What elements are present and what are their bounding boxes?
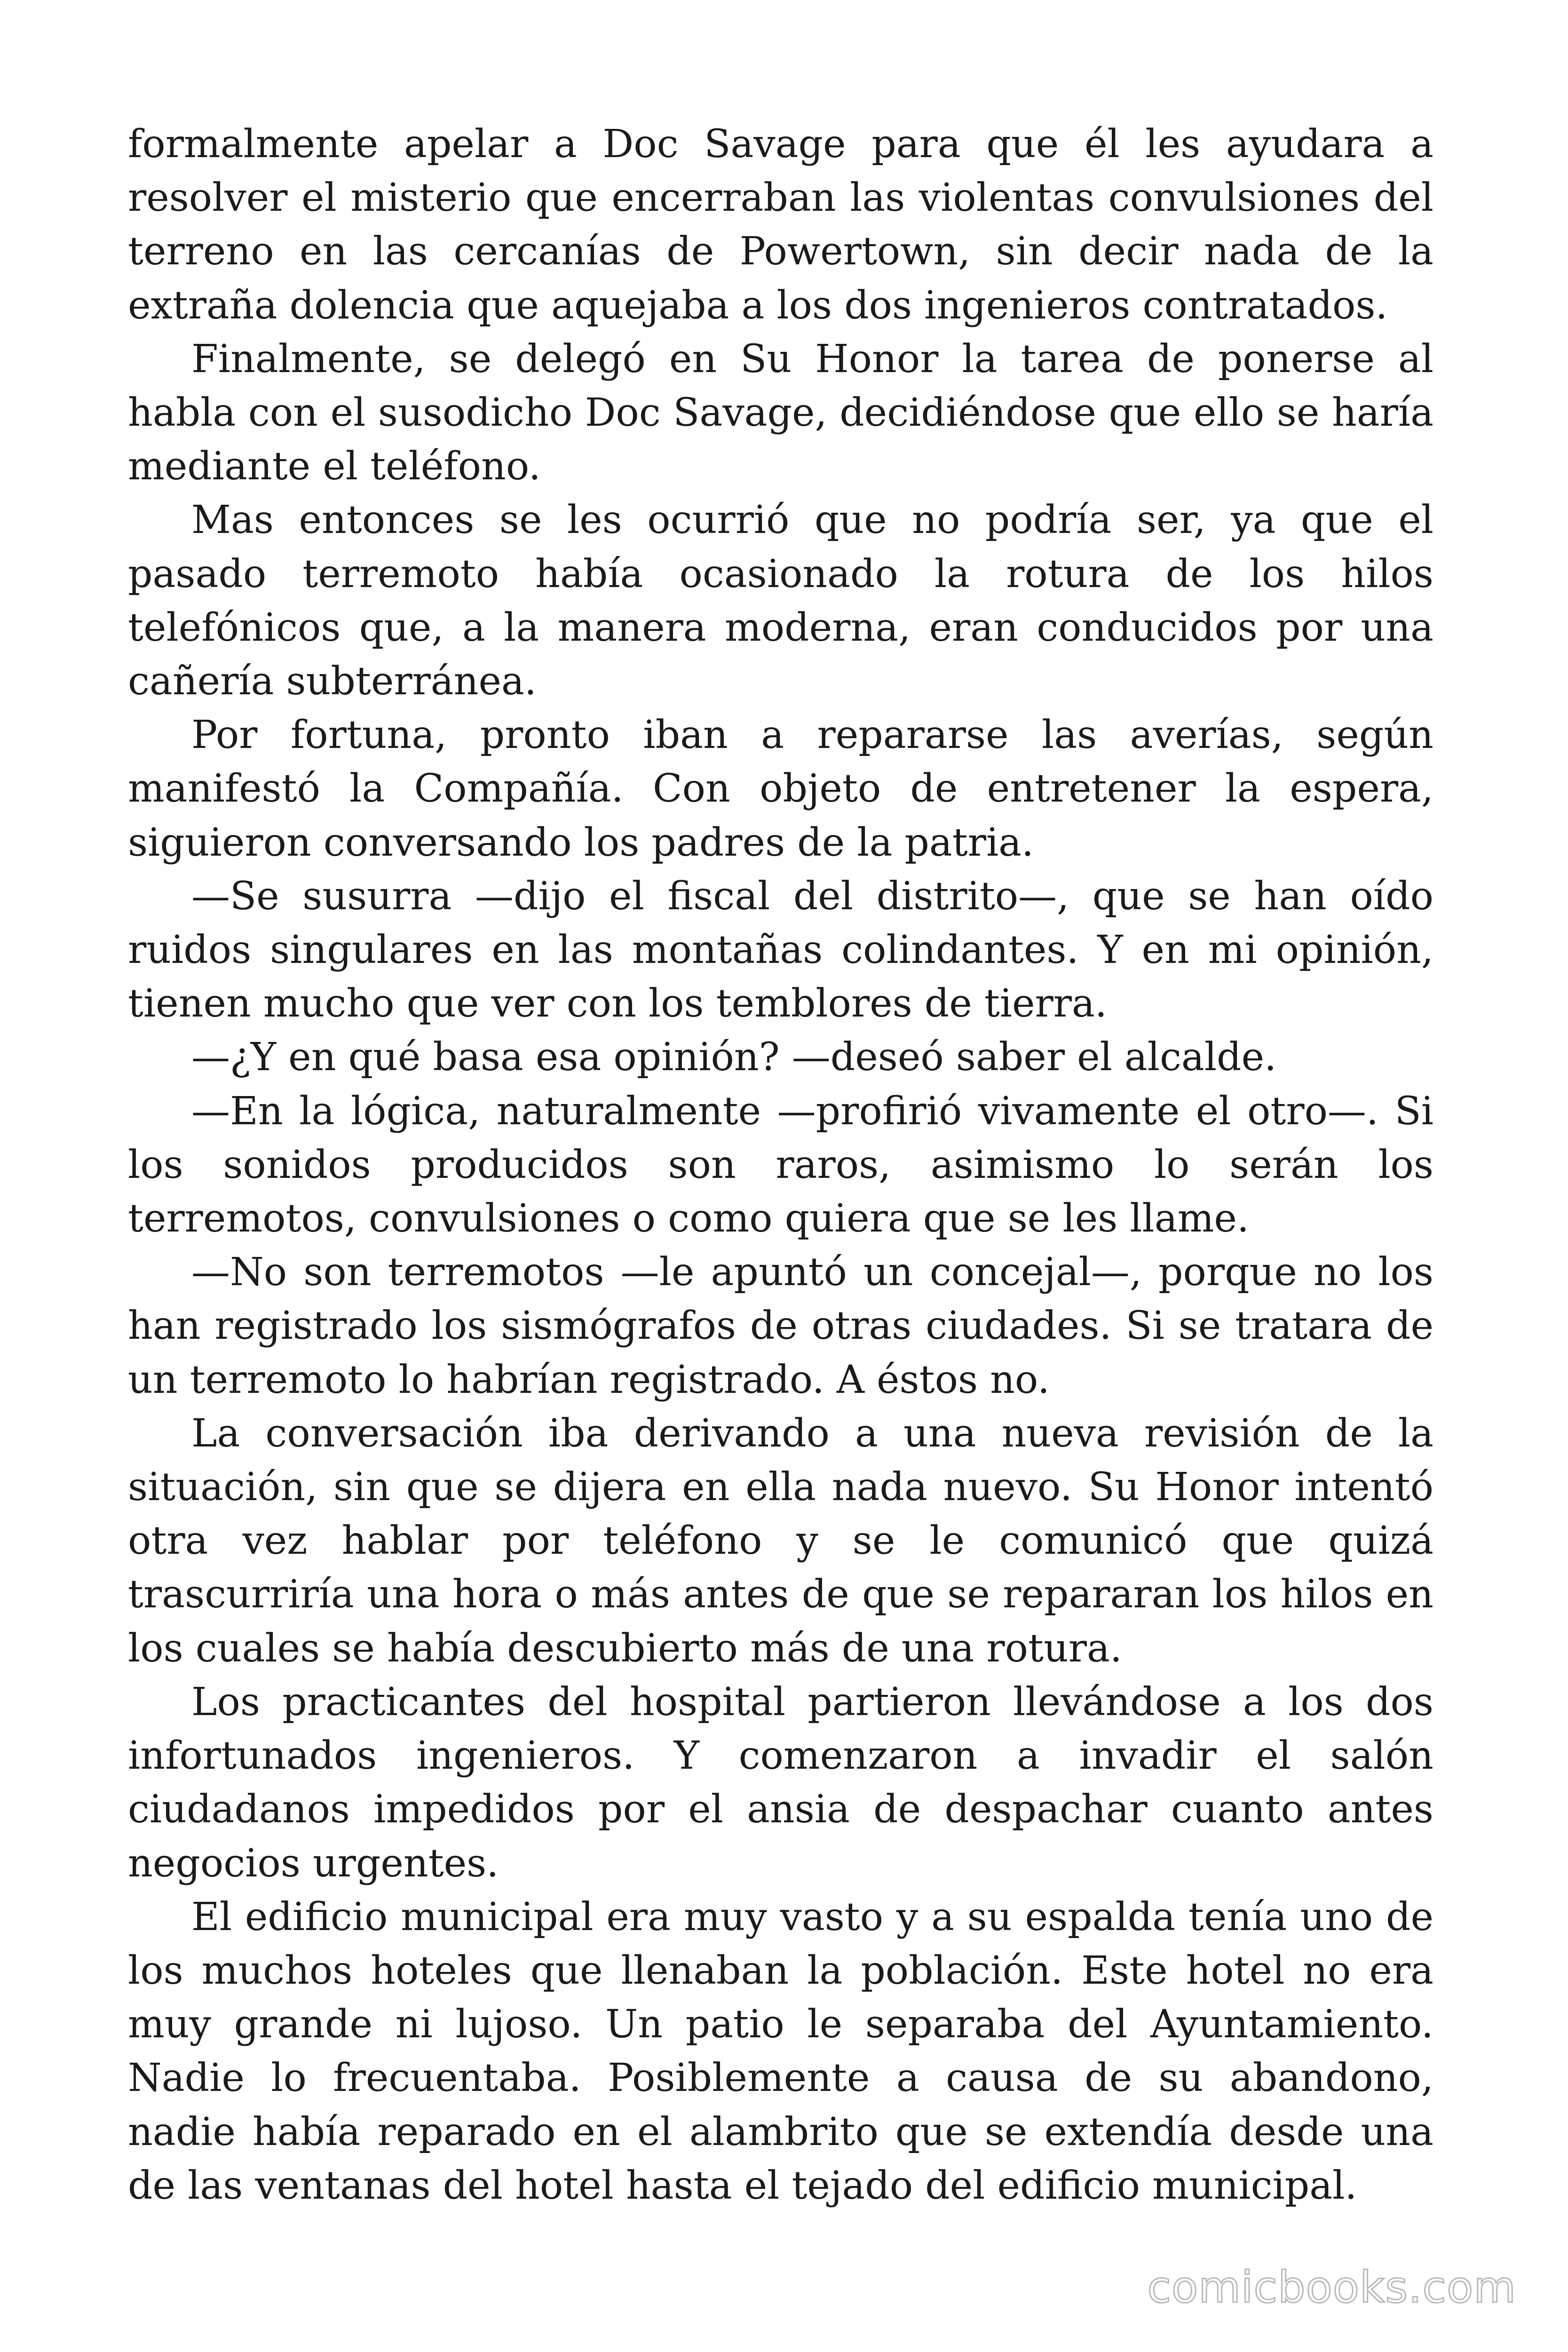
body-text: [128, 118, 1433, 2213]
paragraph-9: La conversación iba derivando a una nueva revisión de la situación, sin que se dijera en ella nada nuevo. Su Honor intentó otra vez hablar por teléfono y se le comunicó que quizá trascurriría una hora o más antes de que se repararan los hilos en los cuales se había descubierto más de una rotura.: [128, 1411, 1433, 1671]
watermark: comicbooks.com: [1147, 2262, 1516, 2312]
paragraph-11: El edificio municipal era muy vasto y a su espalda tenía uno de los muchos hoteles que llenaban la población. Este hotel no era muy grande ni lujoso. Un patio le separaba del Ayuntamiento. Nadie lo frecuentaba. Posiblemente a causa de su abandono, nadie había reparado en el alambrito que se extendía desde una de las ventanas del hotel hasta el tejado del edificio municipal.: [128, 1894, 1433, 2208]
paragraph-5: —Se susurra —dijo el fiscal del distrito—, que se han oído ruidos singulares en las montañas colindantes. Y en mi opinión, tienen mucho que ver con los temblores de tierra.: [128, 874, 1433, 1026]
paragraph-7: —En la lógica, naturalmente —profirió vivamente el otro—. Si los sonidos producidos son raros, asimismo lo serán los terremotos, convulsiones o como quiera que se les llame.: [128, 1089, 1433, 1241]
paragraph-10: Los practicantes del hospital partieron llevándose a los dos infortunados ingenieros. Y comenzaron a invadir el salón ciudadanos impedidos por el ansia de despachar cuanto antes negocios urgentes.: [128, 1679, 1433, 1886]
paragraph-2: Finalmente, se delegó en Su Honor la tarea de ponerse al habla con el susodicho Doc Savage, decidiéndose que ello se haría mediante el teléfono.: [128, 336, 1433, 489]
paragraph-8: —No son terremotos —le apuntó un concejal—, porque no los han registrado los sismógrafos de otras ciudades. Si se tratara de un terremoto lo habrían registrado. A éstos no.: [128, 1250, 1433, 1402]
paragraph-6: —¿Y en qué basa esa opinión? —deseó saber el alcalde.: [191, 1035, 1277, 1080]
paragraph-4: Por fortuna, pronto iban a repararse las averías, según manifestó la Compañía. Con objeto de entretener la espera, siguieron conversando los padres de la patria.: [128, 713, 1433, 865]
paragraph-1: formalmente apelar a Doc Savage para que él les ayudara a resolver el misterio que encerraban las violentas convulsiones del terreno en las cercanías de Powertown, sin decir nada de la extraña dolencia que aquejaba a los dos ingenieros contratados.: [128, 122, 1433, 328]
paragraph-3: Mas entonces se les ocurrió que no podría ser, ya que el pasado terremoto había ocasionado la rotura de los hilos telefónicos que, a la manera moderna, eran conducidos por una cañería subterránea.: [128, 498, 1433, 704]
